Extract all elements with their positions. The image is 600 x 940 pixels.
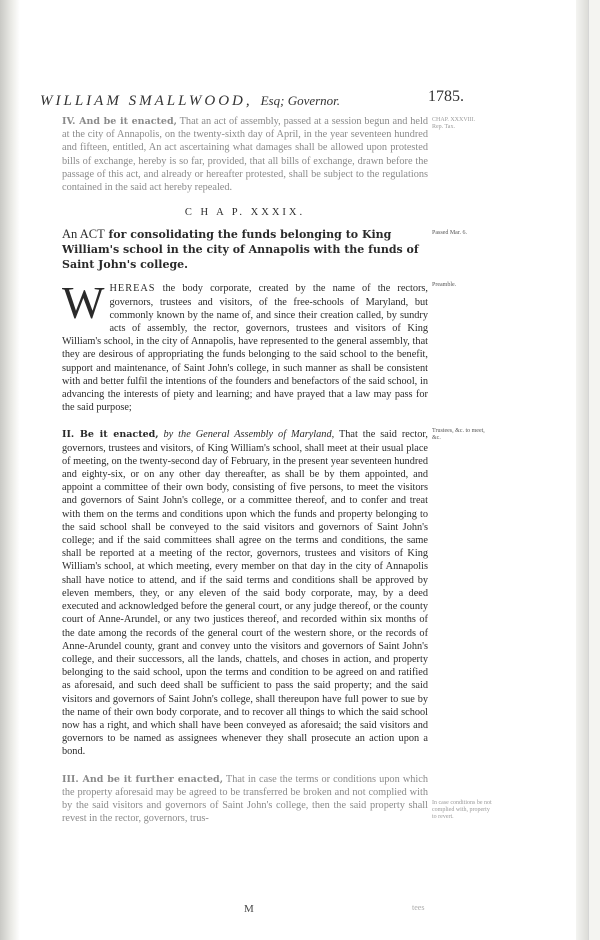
margin-note-passed: Passed Mar. 6.	[432, 230, 467, 236]
margin-note-revert: In case conditions be not complied with, property to revert.	[432, 800, 492, 820]
signature-mark: M	[244, 903, 254, 915]
running-head	[40, 93, 420, 110]
section-2-text: That the said rector, governors, trustees and visitors, of King William's school, shall meet at their usual place of meeting, on the twenty-second day of February, in the present year seventeen hundred and eighty-six, or on any other day thereafter, as shall be by them appointed, and appoint a committee of their own body, consisting of five persons, to meet the visitors and governors of Saint John's college, or a committee thereof, and to confer and treat with them on the terms and conditions upon which the funds and property belonging to the said school shall be conveyed to the said visitors and governors of Saint John's college; and if the said committees shall agree on the terms and conditions, the same shall be reported at a meeting of the rector, governors, trustees and visitors of King William's school, at which meeting, every member on that day in the city of Annapolis shall have notice to attend, and if the said terms and conditions shall be approved by eleven members, they, or any eleven of the said body corporate, may, by a deed executed and acknowledged before the general court, or any judge thereof, or the county court of Anne-Arundel, or any two justices thereof, and recorded within six months of the date among the records of the general court of the western shore, or the records of Anne-Arundel county, grant and convey unto the visitors and governors of Saint John's college, and their successors, all the lands, chattels, and choses in action, and property belonging to the said school, upon the terms and condition to be agreed on and ratified as aforesaid, and such deed shall be sufficient to pass the said property; and the said visitors and governors of Saint John's college, shall thereupon have full power to sue by the name of their own body corporate, and to recover all things to which the said school now has a right, and which shall have been conveyed as aforesaid; the said visitors and governors to be named as assignees whenever they shall prosecute an action upon a bond.	[62, 429, 428, 758]
margin-note-preamble: Preamble.	[432, 282, 457, 288]
section-3-lead: III. And be it further enacted,	[62, 773, 224, 785]
section-2-authority: by the General Assembly of Maryland,	[158, 429, 335, 441]
page-number: 1785.	[428, 88, 464, 105]
margin-note-trustees: Trustees, &c. to meet, &c.	[432, 428, 485, 441]
margin-note-chap-ref: CHAP. XXXVIII. Rep. Tax.	[432, 117, 476, 130]
catchword: tees	[412, 903, 425, 912]
section-4-text: That an act of assembly, passed at a session begun and held at the city of Annapolis, on the twenty-sixth day of April, in the year seventeen hundred and fifteen, entitled, An act ascertaining what damages shall be allowed upon protested bills of exchange, hereby is so far, provided, that all bills of exchange, drawn before the passage of this act, and already or hereafter protested, shall be subject to the regulations contained in the said act hereby repealed.	[62, 116, 429, 194]
section-4-lead: IV. And be it enacted,	[62, 116, 177, 127]
dropcap-letter: W	[62, 278, 105, 329]
page-binding-shadow	[0, 0, 20, 940]
section-2-lead: II. Be it enacted,	[62, 429, 159, 441]
running-head-subtitle: Esq; Governor.	[260, 93, 341, 108]
page-edge-shadow	[576, 0, 588, 940]
section-3-paragraph	[62, 773, 428, 826]
act-title	[62, 227, 428, 272]
preamble-paragraph	[62, 278, 428, 414]
chapter-heading: C H A P. XXXIX.	[184, 207, 306, 219]
preamble-first-word: HEREAS	[109, 283, 156, 295]
section-2-paragraph	[62, 428, 428, 758]
section-4-paragraph	[62, 115, 428, 194]
section-3-text: That in case the terms or conditions upon which the property aforesaid may be agreed to be transferred be broken and not complied with by the said visitors and governors of Saint John's college, then the said property shall revest in the rector, governors, trus-	[62, 773, 428, 825]
running-head-title: WILLIAM SMALLWOOD,	[40, 93, 253, 109]
preamble-text: the body corporate, created by the name of the rectors, governors, trustees and visitors, of the free-schools of Maryland, but commonly known by the name of, and since their creation called, by sundry acts of assembly, the rector, governors, trustees and visitors of King William's school, in the city of Annapolis, have represented to the general assembly, that they are desirous of appropriating the funds belonging to the said school to the benefit, support and maintenance, of Saint John's college, in such manner as shall be consistent with and better fulfil the intentions of the founders and benefactors of the said school, in advancing the interests of piety and learning; and have prayed that a law may pass for the said purpose;	[62, 283, 428, 414]
act-title-text: for consolidating the funds belonging to King William's school in the city of Annapolis with the funds of Saint John's college.	[62, 228, 419, 272]
act-title-lead: An ACT	[62, 227, 105, 242]
main-text-column	[62, 115, 428, 825]
